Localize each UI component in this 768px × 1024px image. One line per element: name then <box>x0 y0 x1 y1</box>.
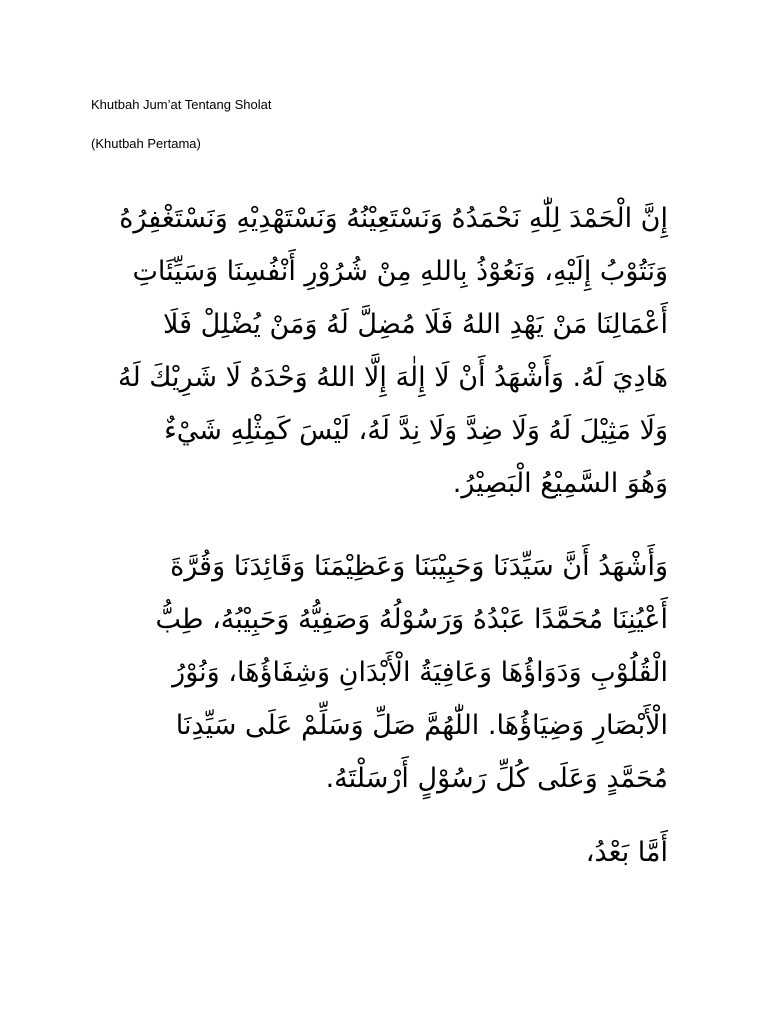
opening-praise-paragraph <box>88 192 668 510</box>
arabic-text-line: مُحَمَّدٍ وَعَلَى كُلِّ رَسُوْلٍ أَرْسَلْتَهُ. <box>325 763 668 794</box>
arabic-text-line: وَهُوَ السَّمِيْعُ الْبَصِيْرُ. <box>452 468 668 499</box>
arabic-text-line: الْقُلُوْبِ وَدَوَاؤُهَا وَعَافِيَةُ الْأَبْدَانِ وَشِفَاؤُهَا، وَنُوْرُ <box>172 657 668 688</box>
arabic-text-line: وَنَتُوْبُ إِلَيْهِ، وَنَعُوْذُ بِاللهِ مِنْ شُرُوْرِ أَنْفُسِنَا وَسَيِّئَاتِ <box>132 256 668 287</box>
amma-badu-paragraph <box>88 826 668 879</box>
arabic-text-line: وَلَا مَثِيْلَ لَهُ وَلَا ضِدَّ وَلَا نِدَّ لَهُ، لَيْسَ كَمِثْلِهِ شَيْءٌ <box>164 415 668 446</box>
arabic-text-line: وَأَشْهَدُ أَنَّ سَيِّدَنَا وَحَبِيْبَنَا وَعَظِيْمَنَا وَقَائِدَنَا وَقُرَّةَ <box>170 551 668 582</box>
shahada-paragraph <box>88 540 668 805</box>
arabic-text-line: أَمَّا بَعْدُ، <box>585 837 668 868</box>
arabic-text-line: أَعْمَالِنَا مَنْ يَهْدِ اللهُ فَلَا مُضِلَّ لَهُ وَمَنْ يُضْلِلْ فَلَا <box>162 309 668 340</box>
arabic-text-line: هَادِيَ لَهُ. وَأَشْهَدُ أَنْ لَا إِلٰهَ إِلَّا اللهُ وَحْدَهُ لَا شَرِيْكَ لَهُ <box>117 362 668 393</box>
arabic-text-line: الْأَبْصَارِ وَضِيَاؤُهَا. اللّٰهُمَّ صَلِّ وَسَلِّمْ عَلَى سَيِّدِنَا <box>175 710 668 741</box>
document-title: Khutbah Jum’at Tentang Sholat <box>91 97 272 112</box>
arabic-text-line: أَعْيُنِنَا مُحَمَّدًا عَبْدُهُ وَرَسُوْلُهُ وَصَفِيُّهُ وَحَبِيْبُهُ، طِبُّ <box>155 604 668 635</box>
document-subtitle: (Khutbah Pertama) <box>91 136 201 151</box>
arabic-text-line: إِنَّ الْحَمْدَ لِلّٰهِ نَحْمَدُهُ وَنَسْتَعِيْنُهُ وَنَسْتَهْدِيْهِ وَنَسْتَغْفِرُهُ <box>119 203 668 234</box>
